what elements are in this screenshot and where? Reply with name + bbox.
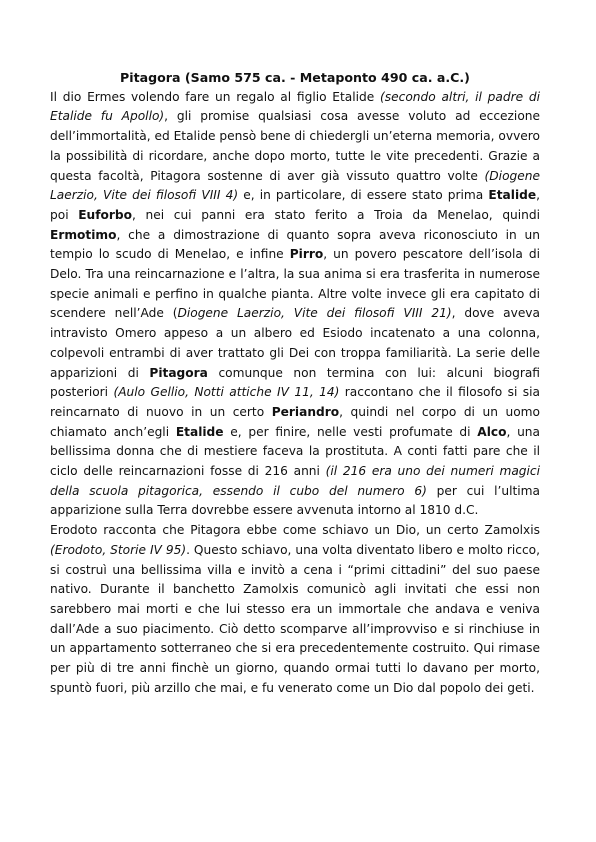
text-run: , poi [50,188,540,222]
bold-name: Euforbo [78,207,133,222]
text-run: , una bellissima donna che di mestiere faceva la prostituta. A conti fatti pare che il ciclo delle reincarnazioni fosse di 216 anni [50,424,540,479]
bold-name: Ermotimo [50,227,117,242]
text-run: , che a dimostrazione di quanto sopra aveva riconosciuto in un tempio lo scudo di Menelao, e infine [50,227,540,262]
text-run: , nei cui panni era stato ferito a Troia da Menelao, quindi [132,207,541,222]
text-run: , quindi nel corpo di un uomo chiamato anch’egli [50,404,540,439]
citation-text: (Erodoto, Storie IV 95) [50,542,187,557]
text-run: e, per finire, nelle vesti profumate di [223,424,478,439]
citation-text: (Aulo Gellio, Notti attiche IV 11, 14) [113,385,340,400]
text-run: raccontano che il filosofo si sia reincarnato di nuovo in un certo [50,385,540,419]
text-run: per cui l’ultima apparizione sulla Terra dovrebbe essere avvenuta intorno al 1810 d.C. [50,483,540,518]
text-run: Erodoto racconta che Pitagora ebbe come schiavo un Dio, un certo Zamolxis [50,523,540,538]
body-paragraph [50,88,540,521]
bold-name: Etalide [175,424,224,439]
text-run: e, in particolare, di essere stato prima [238,188,489,203]
bold-name: Pirro [289,247,324,262]
citation-text: (il 216 era uno dei numeri magici della scuola pitagorica, essendo il cubo del numero 6) [50,464,540,498]
bold-name: Alco [477,424,507,439]
text-run: , dove aveva intravisto Omero appeso a un albero ed Esiodo incatenato a una colonna, colpevoli entrambi di aver trattato gli Dei con troppa familiarità. La serie delle apparizioni di [50,306,540,380]
text-run: , un povero pescatore dell’isola di Delo. Tra una reincarnazione e l’altra, la sua anima si era trasferita in numerose specie animali e perfino in qualche pianta. Altre volte invece gli era capitato di scendere nell’Ade ( [50,247,540,321]
bold-name: Periandro [271,404,340,419]
document-title: Pitagora (Samo 575 ca. - Metaponto 490 ca. a.C.) [120,70,470,85]
body-paragraph [50,521,540,698]
text-run: Il dio Ermes volendo fare un regalo al figlio Etalide [50,89,381,104]
document-page [50,68,540,699]
citation-text: (Diogene Laerzio, Vite dei filosofi VIII 4) [50,168,540,203]
text-run: . Questo schiavo, una volta diventato libero e molto ricco, si costruì una bellissima villa e invitò a cena i “primi cittadini” del suo paese nativo. Durante il banchetto Zamolxis comunicò agli invitati che essi non sarebbero mai morti e che lui stesso era un immortale che andava e veniva dall’Ade a suo piacimento. Ciò detto scomparve all’improvviso e si rinchiuse in un appartamento sotterraneo che si era precedentemente costruito. Qui rimase per più di tre anni finchè un giorno, quando ormai tutti lo davano per morto, spuntò fuori, più arzillo che mai, e fu venerato come un Dio dal popolo dei geti. [50,542,540,695]
citation-text: (secondo altri, il padre di Etalide fu Apollo) [50,89,540,124]
text-run: comunque non termina con lui: alcuni biografi posteriori [50,365,540,400]
bold-name: Etalide [488,188,537,203]
text-run: , gli promise qualsiasi cosa avesse voluto ad eccezione dell’immortalità, ed Etalide pensò bene di chiedergli un’eterna memoria, ovvero la possibilità di ricordare, anche dopo morto, tutte le vite precedenti. Grazie a questa facoltà, Pitagora sostenne di aver già vissuto quattro volte [50,109,540,183]
bold-name: Pitagora [149,365,208,380]
citation-text: Diogene Laerzio, Vite dei filosofi VIII 21) [177,306,452,321]
